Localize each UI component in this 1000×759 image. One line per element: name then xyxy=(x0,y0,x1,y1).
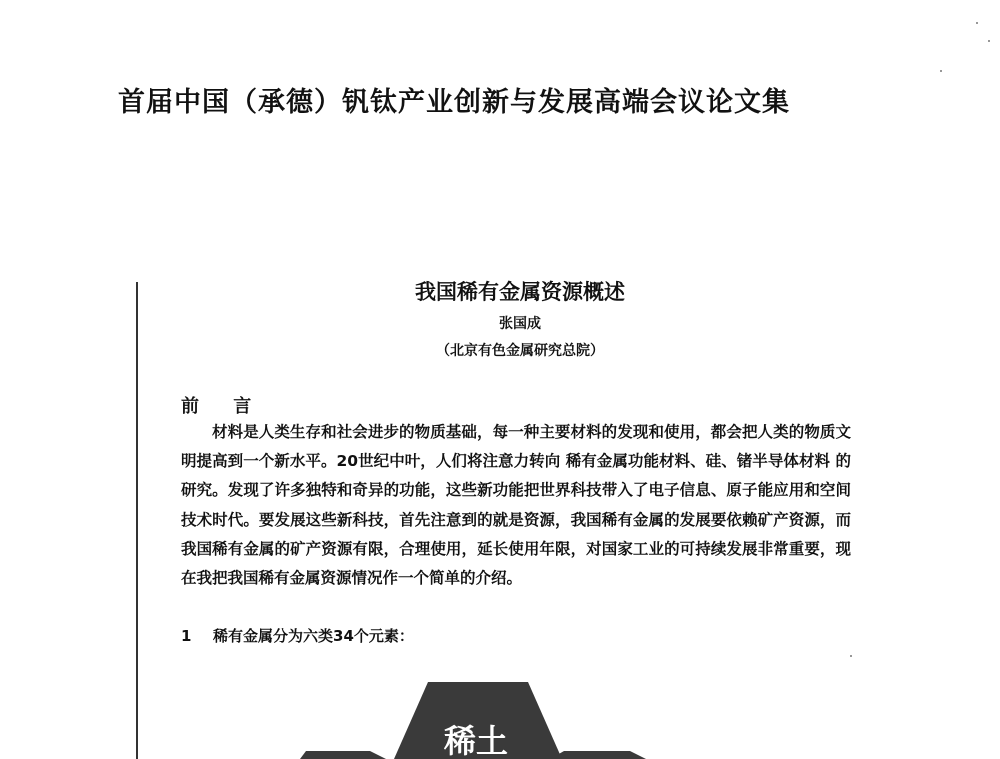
scan-speck xyxy=(940,70,942,72)
left-margin-rule xyxy=(136,282,138,759)
hexagon-right xyxy=(550,751,646,759)
section-1-number: 1 xyxy=(181,627,192,645)
section-1-title: 稀有金属分为六类34个元素： xyxy=(213,627,414,645)
article-affiliation: （北京有色金属研究总院） xyxy=(436,343,604,359)
section-1-heading xyxy=(181,625,414,646)
hexagon-center-label: 稀土 xyxy=(443,722,509,759)
book-header-title: 首届中国（承德）钒钛产业创新与发展高端会议论文集 xyxy=(118,87,790,118)
scan-speck xyxy=(988,40,990,42)
article-author: 张国成 xyxy=(499,316,541,332)
scan-speck xyxy=(976,22,978,24)
preface-paragraph: 材料是人类生存和社会进步的物质基础，每一种主要材料的发现和使用，都会把人类的物质文明提高到一个新水平。20世纪中叶，人们将注意力转向 稀有金属功能材料、硅、锗半导体材料 的研究。发现了许多独特和奇异的功能，这些新功能把世界科技带入了电子信息、原子能应用和空间技术时代。要发展这些新科技，首先注意到的就是资源，我国稀有金属的发展要依赖矿产资源，而我国稀有金属的矿产资源有限，合理使用，延长使用年限，对国家工业的可持续发展非常重要，现在我把我国稀有金属资源情况作一个简单的介绍。 xyxy=(181,423,851,588)
hexagon-left xyxy=(300,751,386,759)
preface-heading: 前 言 xyxy=(181,396,266,417)
scan-speck xyxy=(850,655,852,657)
rare-metal-hexagon-diagram xyxy=(300,678,700,759)
article-title: 我国稀有金属资源概述 xyxy=(415,280,625,304)
